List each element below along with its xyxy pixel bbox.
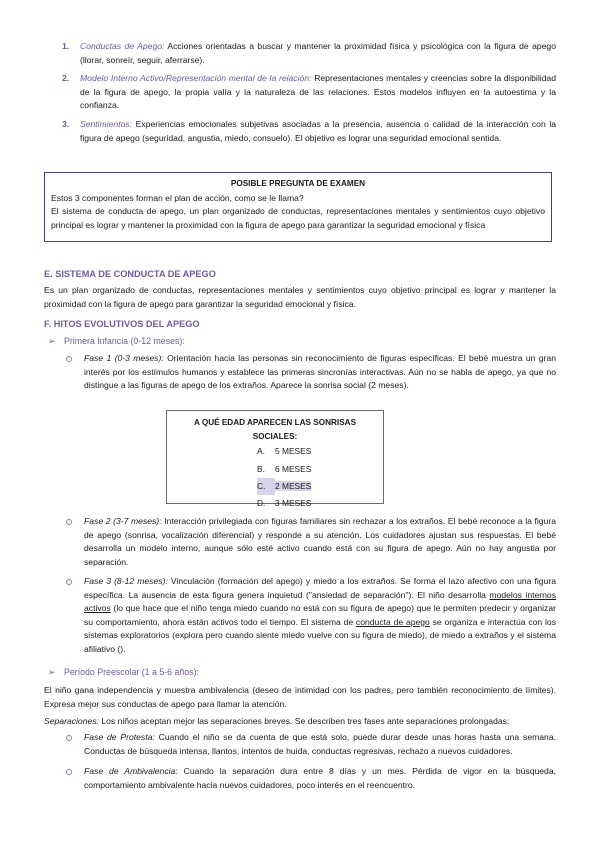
item-text: Acciones orientadas a buscar y mantener la proximidad física y psicológica con la figura de apego (llorar, sonreír, seguir, aferrarse). (80, 41, 556, 65)
quiz-option-b (257, 461, 377, 478)
section-e-text: Es un plan organizado de conductas, representaciones mentales y sentimientos cuyo objetivo principal es lograr y mantener la proximidad con la figura de apego para garantizar la seguridad emocional y física. (44, 285, 556, 309)
phase-3-label: Fase 3 (8-12 meses): (84, 576, 168, 586)
phase-1-text: Orientación hacia las personas sin reconocimiento de figuras específicas. El bebé muestra un gran interés por los estímulos humanos y establece las primeras sincronías interactivas. Aún no se habla de apego, ya que no distingue a las figuras de apego de los extraños. Aparece la sonrisa social (2 meses). (84, 353, 557, 391)
exam-question-box (44, 172, 552, 242)
phase-3-underline-2: conducta de apego (355, 616, 430, 627)
option-text: 6 MESES (275, 463, 312, 474)
component-item-3 (56, 118, 556, 145)
option-letter: C. (257, 478, 275, 495)
item-term: Conductas de Apego: (80, 41, 165, 51)
phase-1-item (66, 352, 556, 393)
option-letter: D. (257, 498, 266, 509)
circle-bullet-icon (66, 519, 72, 525)
option-text: 5 MESES (275, 446, 312, 457)
phase-2-label: Fase 2 (3-7 meses): (84, 516, 162, 526)
item-number: 1. (62, 41, 70, 51)
option-letter: B. (257, 463, 265, 474)
phase-2-item (66, 515, 556, 569)
ambivalence-phase-item (66, 765, 556, 792)
exam-answer: El sistema de conducta de apego, un plan organizado de conductas, representaciones mentales y sentimientos cuyo objetivo principal es lograr y mantener la proximidad con la figura de apego para garantizar la seguridad emocional y física (51, 206, 545, 230)
item-number: 3. (62, 118, 70, 129)
separations-label: Separaciones: (44, 716, 99, 726)
protest-text: Cuando el niño se da cuenta de que está solo, puede durar desde unas horas hasta una semana. Conductas de búsqueda intensa, llantos, intentos de huida, conductas regresivas, rechazo a nuevos cuidadores. (84, 732, 556, 756)
phase-2-text: Interacción privilegiada con figuras familiares sin rechazar a los extraños. El bebé reconoce a la figura de apego (sonrisa, vocalización diferencial) y responde a su atención. Los cuidadores ajustan sus respuestas. El bebé desarrolla un modelo interno, aunque sólo esté activo cuando está con su figura de apego. Aún no hay angustia por separación. (84, 516, 557, 567)
preschool-text: El niño gana independencia y muestra ambivalencia (deseo de intimidad con los padres, pero también reconocimiento de límites). Expresa mejor sus conductas de apego para llamar la atención. (44, 685, 556, 709)
circle-bullet-icon (66, 356, 72, 362)
component-item-1 (56, 40, 556, 67)
phase-3-text-c: se organiza e interactúa con los sistemas exploratorios (explora pero cuando siente miedo vuelve con su figura de miedo), de miedo a extraños y el sistema afiliativo (). (84, 616, 556, 654)
separations-paragraph (44, 715, 556, 729)
circle-bullet-icon (66, 735, 72, 741)
preschool-heading (48, 666, 199, 680)
component-item-2 (56, 72, 556, 113)
item-term: Sentimientos: (80, 118, 133, 129)
item-term: Modelo Interno Activo/Representación mental de la relación: (80, 73, 312, 84)
ambivalence-text: Cuando la separación dura entre 8 días y un mes. Pérdida de vigor en la búsqueda, comportamiento ambivalente hacia nuevos cuidadores, poco interés en el reencuentro. (84, 766, 556, 790)
phase-1-label: Fase 1 (0-3 meses): (84, 353, 164, 363)
item-text: Representaciones mentales y creencias sobre la disponibilidad de la figura de apego, la propia valía y la naturaleza de las relaciones. Estos modelos influyen en la autoestima y la confianza. (80, 73, 556, 111)
separations-text: Los niños aceptan mejor las separaciones breves. Se describen tres fases ante separaciones prolongadas: (98, 716, 510, 726)
quiz-title: A QUÉ EDAD APARECEN LAS SONRISAS SOCIALES: (193, 418, 357, 441)
infancy-label: Primera Infancia (0-12 meses): (64, 336, 185, 346)
section-f-heading: F. HITOS EVOLUTIVOS DEL APEGO (44, 319, 200, 329)
item-number: 2. (62, 73, 70, 84)
arrow-bullet-icon: ➢ (48, 667, 56, 677)
option-text: 3 MESES (275, 498, 312, 509)
exam-question: Estos 3 componentes forman el plan de acción, como se le llama? (51, 192, 304, 203)
protest-label: Fase de Protesta: (84, 732, 155, 742)
quiz-option-c-highlighted (257, 478, 377, 495)
phase-3-text-a: Vinculación (formación del apego) y miedo a los extraños. Se forma el lazo afectivo con una figura específica. La ausencia de esta figura genera inquietud ("ansiedad de separación"). El niño desarrolla (84, 576, 556, 600)
quiz-box (166, 410, 384, 509)
ambivalence-label: Fase de Ambivalencia: (84, 766, 178, 776)
phase-3-underline-1: modelos internos activos (84, 589, 556, 614)
phase-3-text-b: (lo que hace que el niño tenga miedo cuando no está con su figura de apego) que le permiten predecir y organizar su comportamiento, ahora están activos todo el tiempo. El sistema de (84, 603, 556, 627)
phase-3-item (66, 575, 556, 657)
circle-bullet-icon (66, 769, 72, 775)
circle-bullet-icon (66, 579, 72, 585)
components-list (56, 40, 556, 150)
option-text: 2 MESES (275, 480, 312, 491)
option-letter: A. (257, 446, 265, 457)
arrow-bullet-icon: ➢ (48, 336, 56, 346)
exam-title: POSIBLE PREGUNTA DE EXAMEN (230, 179, 366, 188)
preschool-label: Período Preescolar (1 a 5-6 años): (64, 667, 199, 677)
section-e-heading: E. SISTEMA DE CONDUCTA DE APEGO (44, 269, 216, 279)
quiz-option-a (257, 443, 377, 460)
protest-phase-item (66, 731, 556, 758)
infancy-heading (48, 335, 185, 349)
quiz-option-d (257, 495, 377, 512)
item-text: Experiencias emocionales subjetivas asociadas a la presencia, ausencia o calidad de la interacción con la figura de apego (seguridad, angustia, miedo, consuelo). El objetivo es lograr una seguridad emocional sentida. (80, 118, 557, 143)
